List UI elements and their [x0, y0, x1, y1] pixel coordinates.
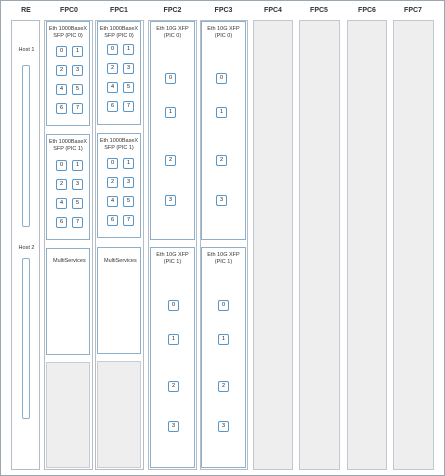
fpc3-pic1-port[interactable]: 1: [218, 334, 229, 345]
fpc1-pic1-port[interactable]: 4: [107, 196, 118, 207]
fpc0-pic0-port[interactable]: 4: [56, 84, 67, 95]
fpc1-pic1[interactable]: [97, 133, 141, 238]
fpc1-pic1-port[interactable]: 6: [107, 215, 118, 226]
fpc0-pic1-port[interactable]: 4: [56, 198, 67, 209]
host2-bar[interactable]: [22, 258, 30, 419]
fpc1-pic1-port[interactable]: 0: [107, 158, 118, 169]
fpc2-pic0-port[interactable]: 0: [165, 73, 176, 84]
fpc3-pic1-port[interactable]: 2: [218, 381, 229, 392]
fpc0-pic1-port[interactable]: 2: [56, 179, 67, 190]
fpc2-pic1-port[interactable]: 0: [168, 300, 179, 311]
fpc1-pic0-port[interactable]: 4: [107, 82, 118, 93]
fpc0-pic0[interactable]: [46, 21, 90, 126]
host1-bar[interactable]: [22, 65, 30, 227]
fpc2-pic0-title: Eth 10G XFP (PIC 0): [156, 26, 189, 39]
fpc0-pic0-port[interactable]: 2: [56, 65, 67, 76]
fpc1-pic0-port[interactable]: 3: [123, 63, 134, 74]
fpc0-pic0-title: Eth 1000BaseX SFP (PIC 0): [48, 26, 88, 39]
fpc1-pic1-port[interactable]: 3: [123, 177, 134, 188]
fpc6-slot[interactable]: [347, 20, 387, 470]
header-fpc0: FPC0: [60, 7, 78, 14]
fpc1-pic0-port[interactable]: 6: [107, 101, 118, 112]
fpc0-pic0-port[interactable]: 1: [72, 46, 83, 57]
fpc0-pic1[interactable]: [46, 134, 90, 240]
fpc0-pic1-port[interactable]: 6: [56, 217, 67, 228]
fpc3-pic0-title: Eth 10G XFP (PIC 0): [207, 26, 240, 39]
fpc1-pic1-port[interactable]: 7: [123, 215, 134, 226]
fpc1-pic1-port[interactable]: 1: [123, 158, 134, 169]
fpc2-pic1-port[interactable]: 1: [168, 334, 179, 345]
fpc3-pic0-port[interactable]: 2: [216, 155, 227, 166]
fpc1-pic0-port[interactable]: 5: [123, 82, 134, 93]
fpc0-pic1-port[interactable]: 1: [72, 160, 83, 171]
re-slot: [11, 20, 40, 470]
fpc1-pic0-port[interactable]: 1: [123, 44, 134, 55]
header-fpc2: FPC2: [163, 7, 182, 14]
fpc1-pic0-port[interactable]: 0: [107, 44, 118, 55]
header-fpc5: FPC5: [310, 7, 328, 14]
host1-label: Host 1: [18, 47, 35, 53]
fpc0-empty-pic[interactable]: [46, 362, 90, 468]
fpc0-multiservices-title: MultiServices: [53, 258, 86, 264]
fpc1-pic0-port[interactable]: 2: [107, 63, 118, 74]
fpc2-pic1[interactable]: [150, 247, 195, 468]
fpc5-slot[interactable]: [299, 20, 340, 470]
fpc3-pic0[interactable]: [201, 21, 246, 240]
fpc1-pic1-title: Eth 1000BaseX SFP (PIC 1): [99, 138, 139, 151]
fpc1-empty-pic[interactable]: [97, 361, 141, 468]
fpc3-pic1[interactable]: [201, 247, 246, 468]
fpc0-pic0-port[interactable]: 7: [72, 103, 83, 114]
fpc2-pic0[interactable]: [150, 21, 195, 240]
header-fpc4: FPC4: [264, 7, 282, 14]
header-fpc1: FPC1: [110, 7, 128, 14]
fpc2-pic1-port[interactable]: 3: [168, 421, 179, 432]
fpc0-pic1-port[interactable]: 5: [72, 198, 83, 209]
fpc0-pic1-port[interactable]: 7: [72, 217, 83, 228]
fpc3-pic0-port[interactable]: 3: [216, 195, 227, 206]
header-fpc6: FPC6: [358, 7, 376, 14]
fpc0-pic0-port[interactable]: 5: [72, 84, 83, 95]
fpc7-slot[interactable]: [393, 20, 434, 470]
fpc1-pic1-port[interactable]: 2: [107, 177, 118, 188]
fpc0-multiservices[interactable]: [46, 248, 90, 355]
fpc3-pic0-port[interactable]: 1: [216, 107, 227, 118]
fpc3-pic1-port[interactable]: 0: [218, 300, 229, 311]
header-fpc3: FPC3: [214, 7, 233, 14]
fpc2-pic0-port[interactable]: 1: [165, 107, 176, 118]
header-fpc7: FPC7: [404, 7, 422, 14]
fpc2-pic1-port[interactable]: 2: [168, 381, 179, 392]
fpc3-pic0-port[interactable]: 0: [216, 73, 227, 84]
fpc0-pic1-port[interactable]: 3: [72, 179, 83, 190]
host2-label: Host 2: [18, 245, 35, 251]
fpc1-pic0[interactable]: [97, 21, 141, 125]
fpc1-pic0-port[interactable]: 7: [123, 101, 134, 112]
fpc1-pic1-port[interactable]: 5: [123, 196, 134, 207]
fpc4-slot[interactable]: [253, 20, 293, 470]
fpc2-pic0-port[interactable]: 2: [165, 155, 176, 166]
fpc0-pic1-port[interactable]: 0: [56, 160, 67, 171]
fpc0-pic0-port[interactable]: 3: [72, 65, 83, 76]
fpc0-pic0-port[interactable]: 0: [56, 46, 67, 57]
fpc2-pic1-title: Eth 10G XFP (PIC 1): [156, 252, 189, 265]
fpc2-pic0-port[interactable]: 3: [165, 195, 176, 206]
fpc1-multiservices-title: MultiServices: [104, 258, 137, 264]
fpc0-pic0-port[interactable]: 6: [56, 103, 67, 114]
fpc3-pic1-title: Eth 10G XFP (PIC 1): [207, 252, 240, 265]
fpc1-pic0-title: Eth 1000BaseX SFP (PIC 0): [99, 26, 139, 39]
fpc1-multiservices[interactable]: [97, 247, 141, 354]
fpc3-pic1-port[interactable]: 3: [218, 421, 229, 432]
header-re: RE: [21, 7, 31, 14]
fpc0-pic1-title: Eth 1000BaseX SFP (PIC 1): [48, 139, 88, 152]
